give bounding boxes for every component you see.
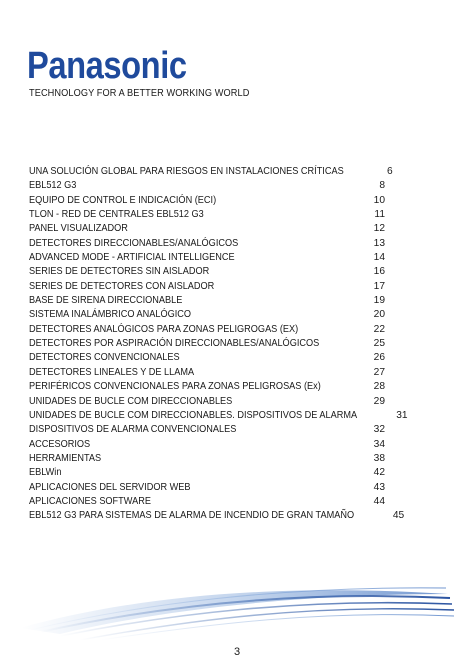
toc-entry-title: BASE DE SIRENA DIRECCIONABLE <box>29 295 183 307</box>
toc-entry-title: ACCESORIOS <box>29 438 91 450</box>
toc-entry <box>29 438 385 452</box>
toc-entry-page: 17 <box>373 280 385 292</box>
toc-entry-title: ADVANCED MODE - ARTIFICIAL INTELLIGENCE <box>29 252 235 264</box>
toc-entry-page: 31 <box>396 409 408 421</box>
toc-entry <box>29 337 385 351</box>
toc-entry-title: DETECTORES ANALÓGICOS PARA ZONAS PELIGROGAS (EX) <box>29 323 299 335</box>
toc-entry-title: UNIDADES DE BUCLE COM DIRECCIONABLES. DISPOSITIVOS DE ALARMA <box>29 409 358 421</box>
toc-entry-page: 45 <box>392 510 405 522</box>
toc-entry-page: 25 <box>373 338 385 350</box>
toc-entry-page: 44 <box>373 495 385 507</box>
toc-entry <box>29 165 393 179</box>
toc-entry <box>29 366 385 380</box>
toc-entry-page: 29 <box>373 395 385 407</box>
toc-entry-page: 38 <box>373 452 385 464</box>
toc-entry-title: TLON - RED DE CENTRALES EBL512 G3 <box>29 209 204 221</box>
toc-entry <box>29 380 385 394</box>
toc-entry-title: DETECTORES CONVENCIONALES <box>29 352 180 364</box>
toc-entry-title: HERRAMIENTAS <box>29 452 102 464</box>
toc-entry-title: APLICACIONES DEL SERVIDOR WEB <box>29 481 191 493</box>
toc-entry <box>29 423 385 437</box>
toc-entry <box>29 466 385 480</box>
toc-entry-title: UNA SOLUCIÓN GLOBAL PARA RIESGOS EN INSTALACIONES CRÍTICAS <box>29 166 344 177</box>
toc-entry-page: 20 <box>373 309 385 321</box>
toc-entry-title: SERIES DE DETECTORES CON AISLADOR <box>29 280 215 292</box>
toc-entry <box>29 280 385 294</box>
toc-entry <box>29 395 385 409</box>
toc-entry <box>29 481 385 495</box>
toc-entry-title: DISPOSITIVOS DE ALARMA CONVENCIONALES <box>29 424 237 436</box>
decorative-wave-graphic <box>0 560 474 640</box>
toc-entry-page: 26 <box>373 352 385 364</box>
toc-entry-title: EBL512 G3 PARA SISTEMAS DE ALARMA DE INCENDIO DE GRAN TAMAÑO <box>29 510 355 522</box>
toc-entry-title: DETECTORES LINEALES Y DE LLAMA <box>29 366 195 378</box>
toc-entry-title: PANEL VISUALIZADOR <box>29 223 128 235</box>
toc-entry-page: 11 <box>374 209 385 221</box>
toc-entry-page: 6 <box>387 166 393 177</box>
toc-entry <box>29 237 385 251</box>
toc-entry-page: 12 <box>373 223 385 235</box>
toc-entry <box>29 452 385 466</box>
toc-entry <box>29 495 385 509</box>
toc-entry <box>29 509 405 523</box>
toc-entry-title: EQUIPO DE CONTROL E INDICACIÓN (ECI) <box>29 194 217 206</box>
toc-entry <box>29 409 408 423</box>
toc-entry-page: 10 <box>373 194 385 206</box>
toc-entry-title: SISTEMA INALÁMBRICO ANALÓGICO <box>29 309 192 321</box>
toc-entry <box>29 179 385 193</box>
toc-entry-page: 13 <box>373 237 385 249</box>
toc-entry-title: EBLWin <box>29 467 62 479</box>
toc-entry-page: 14 <box>373 252 385 264</box>
tagline: TECHNOLOGY FOR A BETTER WORKING WORLD <box>29 88 250 99</box>
toc-entry-title: UNIDADES DE BUCLE COM DIRECCIONABLES <box>29 395 233 407</box>
toc-entry <box>29 194 385 208</box>
toc-entry <box>29 265 385 279</box>
toc-entry <box>29 294 385 308</box>
toc-entry-title: PERIFÉRICOS CONVENCIONALES PARA ZONAS PELIGROSAS (Ex) <box>29 381 321 393</box>
toc-entry-page: 27 <box>373 366 385 378</box>
toc-entry-title: APLICACIONES SOFTWARE <box>29 495 151 507</box>
page-number: 3 <box>233 646 241 658</box>
toc-entry-page: 34 <box>373 438 385 450</box>
toc-entry <box>29 351 385 365</box>
toc-entry-title: SERIES DE DETECTORES SIN AISLADOR <box>29 266 210 278</box>
toc-entry-page: 32 <box>373 424 385 436</box>
toc-entry-title: DETECTORES POR ASPIRACIÓN DIRECCIONABLES/ANALÓGICOS <box>29 338 320 350</box>
toc-entry-page: 43 <box>373 481 385 493</box>
toc-entry <box>29 208 385 222</box>
toc-entry-title: EBL512 G3 <box>29 180 77 192</box>
toc-entry <box>29 323 385 337</box>
toc-entry <box>29 222 385 236</box>
toc-entry-page: 22 <box>373 323 385 335</box>
table-of-contents <box>29 165 408 524</box>
toc-entry <box>29 308 385 322</box>
panasonic-logo: Panasonic <box>27 45 187 87</box>
toc-entry-page: 42 <box>373 467 385 479</box>
toc-entry-page: 28 <box>373 381 385 393</box>
toc-entry-page: 19 <box>373 295 385 307</box>
toc-entry-page: 16 <box>373 266 385 278</box>
toc-entry <box>29 251 385 265</box>
toc-entry-page: 8 <box>379 180 385 192</box>
toc-entry-title: DETECTORES DIRECCIONABLES/ANALÓGICOS <box>29 237 239 249</box>
